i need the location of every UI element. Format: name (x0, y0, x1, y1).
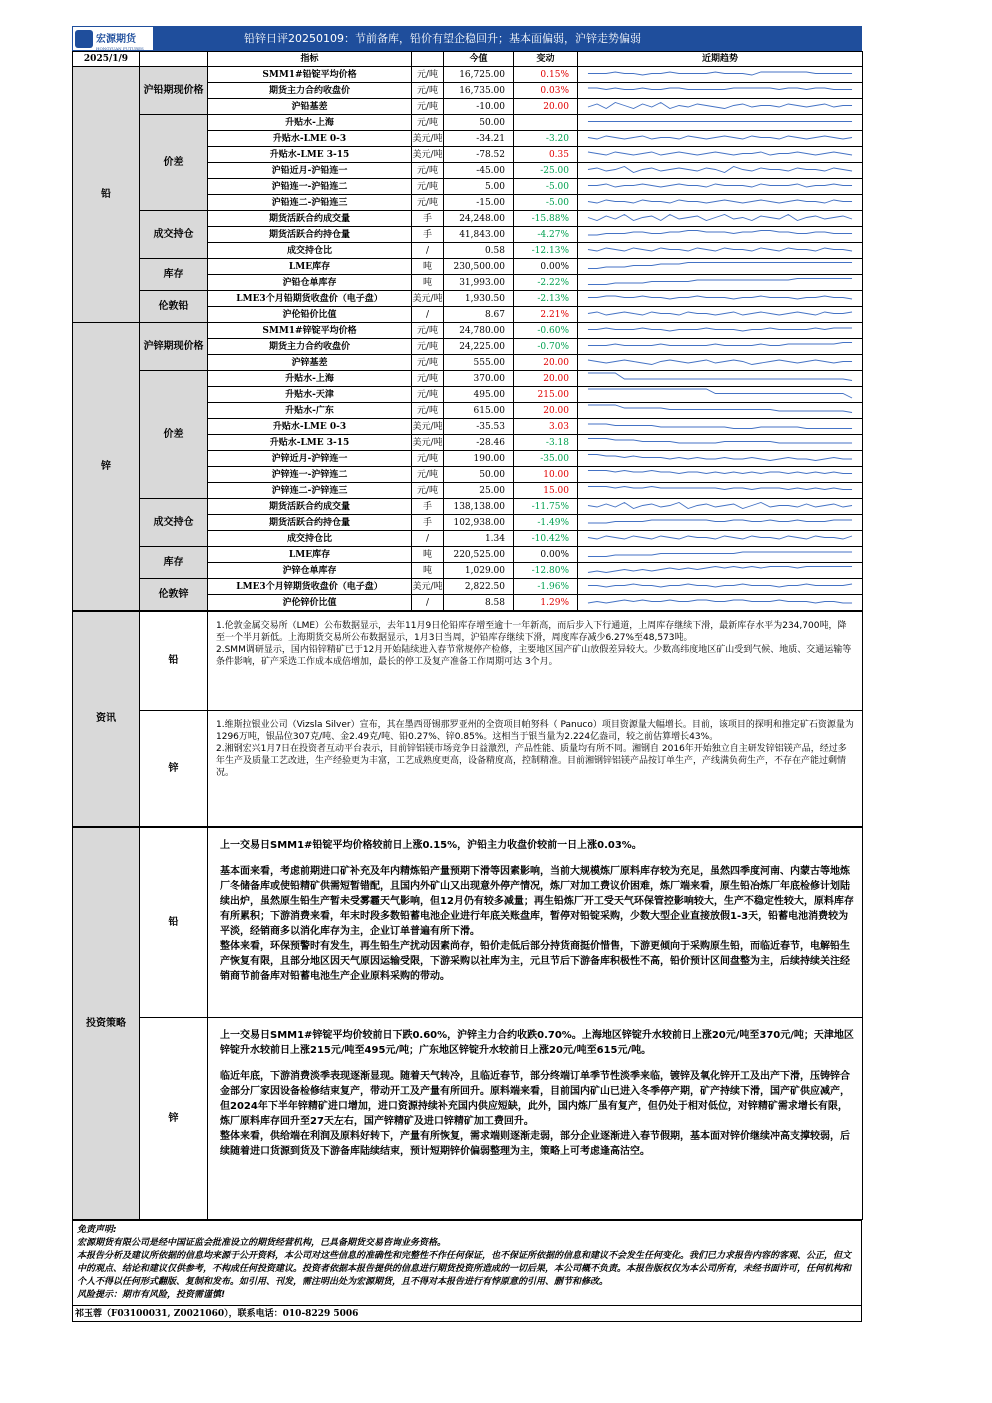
indicator-name: LME库存 (208, 259, 412, 275)
change-cell: -4.27% (514, 227, 578, 243)
indicator-name: 沪铅连一-沪铅连二 (208, 179, 412, 195)
unit-cell: 元/吨 (412, 83, 444, 99)
unit-cell: / (412, 531, 444, 547)
unit-cell: 元/吨 (412, 99, 444, 115)
change-cell: -1.96% (514, 579, 578, 595)
trend-line (588, 424, 852, 429)
change-cell: 20.00 (514, 371, 578, 387)
change-cell: -10.42% (514, 531, 578, 547)
unit-cell: 元/吨 (412, 387, 444, 403)
change-cell: 0.35 (514, 147, 578, 163)
trend-line (588, 471, 852, 474)
trend-line (588, 389, 852, 398)
news-zinc-text: 1.维斯拉银业公司（Vizsla Silver）宣布，其在墨西哥锡那罗亚州的全资项目帕努科（ Panuco）项目资源量大幅增长。目前，该项目的探明和推定矿石资源量为1296万吨，银品位307克/吨、金2.49克/吨、铅0.27%、锌0.85%。这相当于银当量为2.224亿盎司，较之前估算增长43%。 2.湘钢宏兴1月7日在投资者互动平台表示，目前锌铝镁市场竞争日益激烈，产品性能、质量均有所不同。湘钢自 2016年开始独立自主研发锌铝镁产品，经过多年生产及质量工艺改进，生产经验更为丰富，工艺成熟度更高，设备精度高，控制精准。目前湘钢锌铝镁产品按订单生产，产线满负荷生产，不存在产能过剩情况。 (208, 711, 863, 827)
value-cell: 24,248.00 (444, 211, 514, 227)
trend-sparkline (578, 83, 863, 99)
indicator-row (73, 547, 863, 563)
change-cell: 20.00 (514, 403, 578, 419)
value-cell: -28.46 (444, 435, 514, 451)
zinc-section-label: 锌 (73, 323, 140, 611)
strategy-lead-text (208, 828, 863, 1018)
report-title: 铅锌日评20250109：节前备库，铅价有望企稳回升；基本面偏弱，沪锌走势偏弱 (244, 32, 641, 45)
report-sheet (72, 26, 862, 1322)
indicator-row (73, 499, 863, 515)
change-cell: -12.80% (514, 563, 578, 579)
trend-line (588, 520, 852, 523)
indicator-name: 沪铅近月-沪铅连一 (208, 163, 412, 179)
value-cell: 190.00 (444, 451, 514, 467)
value-cell: 16,735.00 (444, 83, 514, 99)
trend-line (588, 231, 852, 236)
unit-cell: 手 (412, 499, 444, 515)
strategy-lead-para: 上一交易日SMM1#铅锭平均价格较前日上涨0.15%，沪铅主力收盘价较前一日上涨0.03%。 (220, 840, 642, 851)
change-cell: -35.00 (514, 451, 578, 467)
value-cell: 1,029.00 (444, 563, 514, 579)
indicator-row (73, 115, 863, 131)
unit-cell: 美元/吨 (412, 419, 444, 435)
trend-line (588, 103, 852, 109)
unit-cell: 吨 (412, 563, 444, 579)
value-cell: 220,525.00 (444, 547, 514, 563)
value-cell: -15.00 (444, 195, 514, 211)
disclaimer-line: 风险提示：期市有风险，投资需谨慎! (77, 1290, 226, 1300)
trend-sparkline (578, 67, 863, 83)
logo-mark-icon (75, 30, 93, 48)
value-cell: 24,225.00 (444, 339, 514, 355)
unit-cell: 元/吨 (412, 451, 444, 467)
change-cell: -5.00 (514, 179, 578, 195)
indicator-name: 升贴水-LME 0-3 (208, 419, 412, 435)
unit-cell: 元/吨 (412, 179, 444, 195)
change-cell: -11.75% (514, 499, 578, 515)
indicator-name: 成交持仓比 (208, 531, 412, 547)
change-cell: -0.70% (514, 339, 578, 355)
change-cell: 0.00% (514, 259, 578, 275)
group-label: 库存 (140, 259, 208, 291)
unit-cell: 元/吨 (412, 67, 444, 83)
trend-sparkline (578, 547, 863, 563)
indicator-row (73, 259, 863, 275)
value-cell: 50.00 (444, 115, 514, 131)
change-cell: 15.00 (514, 483, 578, 499)
trend-line (588, 328, 852, 331)
value-cell: -45.00 (444, 163, 514, 179)
value-cell: 5.00 (444, 179, 514, 195)
indicator-name: 沪锌仓单库存 (208, 563, 412, 579)
strategy-zinc-para: 上一交易日SMM1#锌锭平均价较前日下跌0.60%，沪锌主力合约收跌0.70%。上海地区锌锭升水较前日上涨20元/吨至370元/吨；天津地区锌锭升水较前日上涨215元/吨至495元/吨；广东地区锌锭升水较前日上涨20元/吨至615元/吨。 (220, 1030, 854, 1056)
value-cell: 230,500.00 (444, 259, 514, 275)
trend-line (588, 312, 852, 315)
change-cell: 0.15% (514, 67, 578, 83)
indicator-name: 升贴水-广东 (208, 403, 412, 419)
trend-sparkline (578, 435, 863, 451)
disclaimer-table (72, 1220, 862, 1322)
indicator-name: 沪锌基差 (208, 355, 412, 371)
unit-cell: 美元/吨 (412, 291, 444, 307)
col-trend: 近期趋势 (578, 52, 863, 67)
indicator-name: 沪铅基差 (208, 99, 412, 115)
trend-line (588, 152, 852, 155)
unit-cell: 元/吨 (412, 195, 444, 211)
trend-sparkline (578, 355, 863, 371)
analyst-contact: 祁玉蓉（F03100031, Z0021060），联系电话：010-8229 5006 (73, 1306, 862, 1322)
news-table (72, 611, 863, 827)
trend-line (588, 343, 852, 346)
change-cell: 10.00 (514, 467, 578, 483)
value-cell: 41,843.00 (444, 227, 514, 243)
indicator-name: LME3个月铅期货收盘价（电子盘） (208, 291, 412, 307)
trend-line (588, 248, 852, 251)
trend-line (588, 439, 852, 444)
unit-cell: 吨 (412, 275, 444, 291)
unit-cell: 吨 (412, 259, 444, 275)
trend-line (588, 88, 852, 90)
group-label: 沪铅期现价格 (140, 67, 208, 115)
news-lead-label: 铅 (140, 612, 208, 711)
disclaimer-line: 宏源期货有限公司是经中国证监会批准设立的期货经营机构，已具备期货交易咨询业务资格。 (77, 1238, 447, 1248)
unit-cell: 元/吨 (412, 371, 444, 387)
indicator-name: 沪铅仓单库存 (208, 275, 412, 291)
group-label: 价差 (140, 115, 208, 211)
trend-line (588, 296, 852, 299)
strategy-zinc-label: 锌 (140, 1018, 208, 1220)
trend-sparkline (578, 275, 863, 291)
change-cell: -3.20 (514, 131, 578, 147)
value-cell: 138,138.00 (444, 499, 514, 515)
trend-line (588, 455, 852, 461)
trend-sparkline (578, 115, 863, 131)
disclaimer-block (73, 1221, 862, 1306)
trend-line (588, 360, 852, 365)
trend-line (588, 373, 852, 381)
column-header-row (73, 52, 863, 67)
indicator-table (72, 51, 863, 611)
value-cell: 1,930.50 (444, 291, 514, 307)
col-indicator: 指标 (208, 52, 412, 67)
unit-cell: 手 (412, 515, 444, 531)
unit-cell: 美元/吨 (412, 435, 444, 451)
value-cell: 495.00 (444, 387, 514, 403)
trend-sparkline (578, 339, 863, 355)
trend-line (588, 567, 852, 573)
news-lead-text: 1.伦敦金属交易所（LME）公布数据显示，去年11月9日伦铅库存增至逾十一年新高，而后步入下行通道，上周库存继续下滑，最新库存水平为234,700吨，降至一个半月新低。上海期货交易所公布数据显示，1月3日当周，沪铅库存继续下滑，周度库存减少6.27%至48,573吨。 2.SMM调研显示，国内铅锌精矿已于12月开始陆续进入春节常规停产检修，主要地区国产矿山放假差异较大。少数高纬度地区矿山受到气候、地质、交通运输等条件影响，矿产采选工作成本成倍增加，最长的停工及复产准备工作周期可达 3个月。 (208, 612, 863, 711)
value-cell: 2,822.50 (444, 579, 514, 595)
indicator-name: LME3个月锌期货收盘价（电子盘） (208, 579, 412, 595)
report-header (72, 26, 862, 51)
trend-line (588, 600, 852, 603)
trend-sparkline (578, 307, 863, 323)
change-cell: -3.18 (514, 435, 578, 451)
news-zinc-label: 锌 (140, 711, 208, 827)
unit-cell: 元/吨 (412, 339, 444, 355)
indicator-row (73, 291, 863, 307)
value-cell: 370.00 (444, 371, 514, 387)
value-cell: 8.58 (444, 595, 514, 611)
indicator-name: 沪锌近月-沪锌连一 (208, 451, 412, 467)
unit-cell: 美元/吨 (412, 131, 444, 147)
disclaimer-line: 本报告分析及建议所依据的信息均来源于公开资料，本公司对这些信息的准确性和完整性不作任何保证，也不保证所依据的信息和建议不会发生任何变化。我们已力求报告内容的客观、公正，但文中的观点、结论和建议仅供参考，不构成任何投资建议。投资者依据本报告提供的信息进行期货投资所造成的一切后果，本公司概不负责。本报告版权仅为本公司所有，未经书面许可，任何机构和个人不得以任何形式翻版、复制和发布。如引用、刊发，需注明出处为宏源期货，且不得对本报告进行有悖原意的引用、删节和修改。 (77, 1251, 852, 1287)
trend-sparkline (578, 403, 863, 419)
trend-line (588, 215, 852, 221)
change-cell (514, 115, 578, 131)
indicator-name: 升贴水-LME 3-15 (208, 435, 412, 451)
indicator-name: 升贴水-LME 3-15 (208, 147, 412, 163)
indicator-row (73, 579, 863, 595)
change-cell: 215.00 (514, 387, 578, 403)
trend-sparkline (578, 99, 863, 115)
indicator-row (73, 371, 863, 387)
report-date: 2025/1/9 (73, 52, 140, 67)
value-cell: 8.67 (444, 307, 514, 323)
value-cell: -78.52 (444, 147, 514, 163)
value-cell: -35.53 (444, 419, 514, 435)
trend-line (588, 136, 852, 139)
group-label: 伦敦锌 (140, 579, 208, 611)
trend-line (588, 487, 852, 490)
unit-cell: / (412, 307, 444, 323)
trend-line (588, 184, 852, 187)
unit-cell: 元/吨 (412, 163, 444, 179)
unit-cell: 手 (412, 211, 444, 227)
unit-cell: 美元/吨 (412, 579, 444, 595)
group-label: 库存 (140, 547, 208, 579)
trend-sparkline (578, 195, 863, 211)
news-section-label: 资讯 (73, 612, 140, 827)
logo-text: 宏源期货 (96, 33, 136, 45)
value-cell: 31,993.00 (444, 275, 514, 291)
unit-cell: 美元/吨 (412, 147, 444, 163)
trend-line (588, 503, 852, 509)
trend-line (588, 279, 852, 285)
disclaimer-title: 免责声明: (77, 1225, 117, 1235)
trend-sparkline (578, 579, 863, 595)
change-cell: -2.22% (514, 275, 578, 291)
change-cell: 20.00 (514, 99, 578, 115)
unit-cell: 元/吨 (412, 115, 444, 131)
indicator-name: 升贴水-LME 0-3 (208, 131, 412, 147)
change-cell: 1.29% (514, 595, 578, 611)
unit-cell: / (412, 243, 444, 259)
change-cell: -15.88% (514, 211, 578, 227)
trend-sparkline (578, 227, 863, 243)
indicator-name: 期货主力合约收盘价 (208, 339, 412, 355)
strategy-table (72, 827, 863, 1220)
indicator-name: SMM1#锌锭平均价格 (208, 323, 412, 339)
trend-line (588, 200, 852, 203)
trend-sparkline (578, 179, 863, 195)
indicator-name: 期货活跃合约成交量 (208, 211, 412, 227)
indicator-name: 沪锌连二-沪锌连三 (208, 483, 412, 499)
trend-sparkline (578, 499, 863, 515)
unit-cell: 元/吨 (412, 467, 444, 483)
trend-line (588, 263, 852, 269)
trend-sparkline (578, 243, 863, 259)
change-cell: 0.00% (514, 547, 578, 563)
unit-cell: 元/吨 (412, 323, 444, 339)
indicator-name: 期货活跃合约持仓量 (208, 515, 412, 531)
trend-line (588, 167, 852, 173)
group-label: 沪锌期现价格 (140, 323, 208, 371)
value-cell: 50.00 (444, 467, 514, 483)
indicator-row (73, 211, 863, 227)
value-cell: 0.58 (444, 243, 514, 259)
strategy-zinc-para: 临近年底，下游消费淡季表现逐渐显现。随着天气转冷，且临近春节，部分终端订单季节性淡季来临，镀锌及氧化锌开工及出产下滑，压铸锌合金部分厂家因设备检修结束复产，带动开工及产量有所回升。原料端来看，目前国内矿山已进入冬季停产期，矿产持续下滑，国产矿供应减产，但2024年下半年锌精矿进口增加，进口资源持续补充国内供应短缺，此外，国内炼厂虽有复产，但仍处于相对低位，对锌精矿需求增长有限，炼厂原料库存回升至27天左右，国产锌精矿及进口锌精矿加工费回升。 整体来看，供给端在利润及原料好转下，产量有所恢复，需求端则逐渐走弱，部分企业逐渐进入春节假期，基本面对锌价继续冲高支撑较弱，后续随着进口货源到货及下游备库陆续结束，预计短期锌价偏弱整理为主，策略上可考虑逢高沽空。 (220, 1071, 850, 1157)
indicator-name: LME库存 (208, 547, 412, 563)
trend-sparkline (578, 387, 863, 403)
trend-line (588, 72, 852, 75)
trend-sparkline (578, 451, 863, 467)
trend-line (588, 536, 852, 539)
change-cell: 20.00 (514, 355, 578, 371)
trend-sparkline (578, 515, 863, 531)
value-cell: 16,725.00 (444, 67, 514, 83)
value-cell: -10.00 (444, 99, 514, 115)
indicator-name: 期货活跃合约成交量 (208, 499, 412, 515)
trend-sparkline (578, 563, 863, 579)
value-cell: 24,780.00 (444, 323, 514, 339)
value-cell: 25.00 (444, 483, 514, 499)
change-cell: -5.00 (514, 195, 578, 211)
unit-cell: 元/吨 (412, 483, 444, 499)
group-label: 成交持仓 (140, 499, 208, 547)
trend-sparkline (578, 531, 863, 547)
unit-cell: 元/吨 (412, 403, 444, 419)
unit-cell: 元/吨 (412, 355, 444, 371)
strategy-section-label: 投资策略 (73, 828, 140, 1220)
strategy-lead-para: 基本面来看，考虑前期进口矿补充及年内精炼铅产量预期下滑等因素影响，当前大规模炼厂原料库存较为充足，虽然四季度河南、内蒙古等地炼厂冬储备库或使铅精矿供需短暂错配，且国内外矿山又出现意外停产情况，炼厂对加工费议价困难，炼厂端来看，原生铅冶炼厂年底检修计划陆续出炉，虽然原生铅生产暂未受雾霾天气影响，但12月仍有较多减量；再生铅炼厂开工受天气环保管控影响较大，生产不稳定性较大，原料库存有所累积；下游消费来看，年末时段多数铅蓄电池企业进行年底关账盘库，暂停对铅锭采购，少数大型企业直接放假1-3天，铅蓄电池消费较为平淡，经销商多以消化库存为主，企业订单普遍有所下滑。 整体来看，环保预警时有发生，再生铅生产扰动因素尚存，铅价走低后部分持货商挺价惜售，下游更倾向于采购原生铅，而临近春节，电解铅生产恢复有限，且部分地区因天气原因运输受限，下游采购以社库为主，元旦节后下游备库积极性不高，铅价预计区间盘整为主，后续持续关注经销商节前备库对铅蓄电池生产企业原料采购的带动。 (220, 866, 854, 982)
group-label: 成交持仓 (140, 211, 208, 259)
trend-sparkline (578, 419, 863, 435)
value-cell: 615.00 (444, 403, 514, 419)
indicator-name: 沪伦铅价比值 (208, 307, 412, 323)
logo-subtext: HONGYUAN FUTURES (96, 45, 144, 51)
company-logo (72, 26, 154, 51)
trend-sparkline (578, 467, 863, 483)
indicator-name: 升贴水-上海 (208, 371, 412, 387)
trend-sparkline (578, 131, 863, 147)
trend-sparkline (578, 483, 863, 499)
value-cell: 1.34 (444, 531, 514, 547)
trend-sparkline (578, 323, 863, 339)
indicator-name: 沪锌连一-沪锌连二 (208, 467, 412, 483)
trend-line (588, 405, 852, 413)
col-change: 变动 (514, 52, 578, 67)
change-cell: -2.13% (514, 291, 578, 307)
group-label: 价差 (140, 371, 208, 499)
unit-cell: 吨 (412, 547, 444, 563)
change-cell: -25.00 (514, 163, 578, 179)
trend-sparkline (578, 163, 863, 179)
indicator-name: 升贴水-上海 (208, 115, 412, 131)
indicator-name: 期货活跃合约持仓量 (208, 227, 412, 243)
change-cell: -1.49% (514, 515, 578, 531)
trend-sparkline (578, 595, 863, 611)
col-today: 今值 (444, 52, 514, 67)
unit-cell: / (412, 595, 444, 611)
unit-cell: 手 (412, 227, 444, 243)
indicator-name: 成交持仓比 (208, 243, 412, 259)
change-cell: 2.21% (514, 307, 578, 323)
indicator-name: 期货主力合约收盘价 (208, 83, 412, 99)
lead-section-label: 铅 (73, 67, 140, 323)
value-cell: 102,938.00 (444, 515, 514, 531)
trend-line (588, 584, 852, 587)
indicator-name: SMM1#铅锭平均价格 (208, 67, 412, 83)
trend-sparkline (578, 211, 863, 227)
indicator-name: 沪伦锌价比值 (208, 595, 412, 611)
trend-line (588, 552, 852, 557)
change-cell: -0.60% (514, 323, 578, 339)
indicator-row (73, 67, 863, 83)
change-cell: -12.13% (514, 243, 578, 259)
strategy-lead-label: 铅 (140, 828, 208, 1018)
change-cell: 0.03% (514, 83, 578, 99)
indicator-row (73, 323, 863, 339)
indicator-name: 升贴水-天津 (208, 387, 412, 403)
value-cell: -34.21 (444, 131, 514, 147)
trend-sparkline (578, 259, 863, 275)
trend-sparkline (578, 147, 863, 163)
change-cell: 3.03 (514, 419, 578, 435)
group-label: 伦敦铅 (140, 291, 208, 323)
trend-sparkline (578, 371, 863, 387)
strategy-zinc-text (208, 1018, 863, 1220)
value-cell: 555.00 (444, 355, 514, 371)
indicator-name: 沪铅连二-沪铅连三 (208, 195, 412, 211)
trend-sparkline (578, 291, 863, 307)
